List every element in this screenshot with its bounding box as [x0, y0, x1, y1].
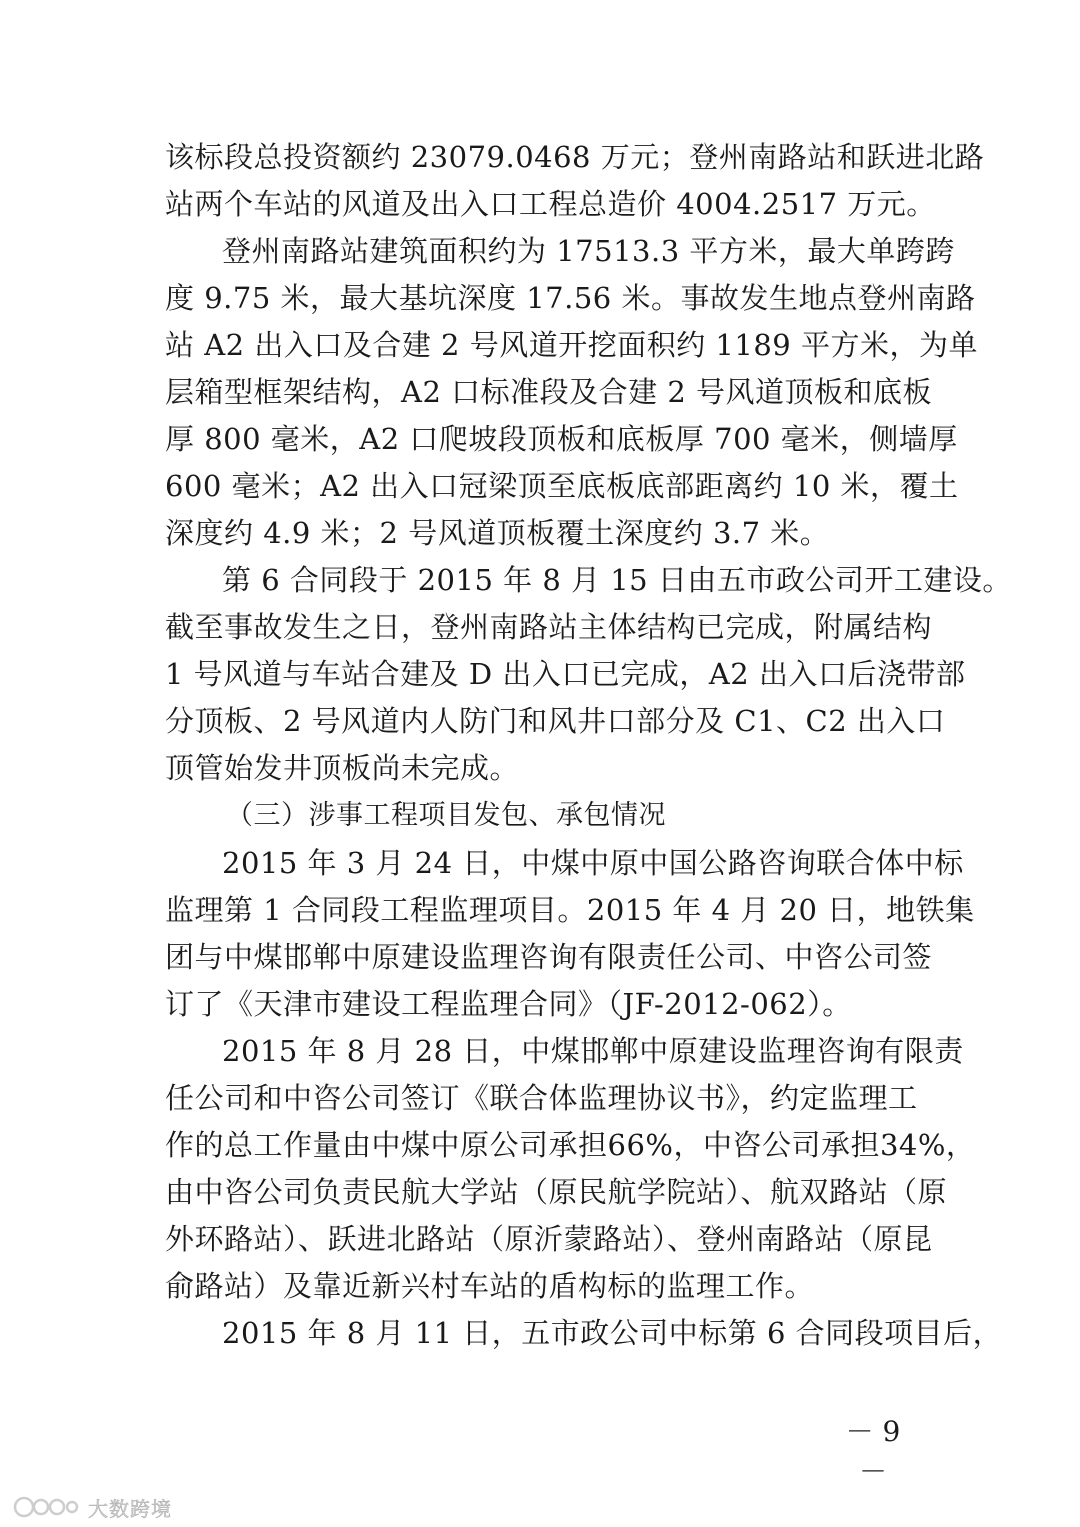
- text-line: 外环路站）、跃进北路站（原沂蒙路站）、登州南路站（原昆: [165, 1222, 933, 1256]
- section-heading: （三）涉事工程项目发包、承包情况: [226, 800, 666, 831]
- text-line: 层箱型框架结构，A2 口标准段及合建 2 号风道顶板和底板: [165, 375, 933, 409]
- watermark-logo-icon: [12, 1494, 82, 1520]
- text-line: 度 9.75 米，最大基坑深度 17.56 米。事故发生地点登州南路: [165, 281, 976, 315]
- text-line: 团与中煤邯郸中原建设监理咨询有限责任公司、中咨公司签: [165, 940, 933, 974]
- text-line: 分顶板、2 号风道内人防门和风井口部分及 C1、C2 出入口: [165, 704, 946, 738]
- text-line: 站 A2 出入口及合建 2 号风道开挖面积约 1189 平方米，为单: [165, 328, 978, 362]
- watermark-text: 大数跨境: [88, 1496, 172, 1521]
- watermark: [12, 1493, 172, 1521]
- text-line: 站两个车站的风道及出入口工程总造价 4004.2517 万元。: [165, 187, 936, 221]
- paragraph-start: 2015 年 8 月 11 日，五市政公司中标第 6 合同段项目后，: [222, 1316, 1003, 1350]
- text-line: 厚 800 毫米，A2 口爬坡段顶板和底板厚 700 毫米，侧墙厚: [165, 422, 958, 456]
- text-line: 作的总工作量由中煤中原公司承担66%，中咨公司承担34%，: [165, 1128, 976, 1162]
- page-number: － 9 －: [845, 1415, 901, 1488]
- text-line: 监理第 1 合同段工程监理项目。2015 年 4 月 20 日，地铁集: [165, 893, 975, 927]
- text-line: 截至事故发生之日，登州南路站主体结构已完成，附属结构: [165, 610, 933, 644]
- paragraph-start: 2015 年 3 月 24 日，中煤中原中国公路咨询联合体中标: [222, 846, 964, 880]
- text-line: 任公司和中咨公司签订《联合体监理协议书》，约定监理工: [165, 1081, 918, 1115]
- paragraph-start: 登州南路站建筑面积约为 17513.3 平方米，最大单跨跨: [222, 234, 955, 268]
- paragraph-start: 第 6 合同段于 2015 年 8 月 15 日由五市政公司开工建设。: [222, 563, 1012, 597]
- text-line: 1 号风道与车站合建及 D 出入口已完成，A2 出入口后浇带部: [165, 657, 966, 691]
- paragraph-start: 2015 年 8 月 28 日，中煤邯郸中原建设监理咨询有限责: [222, 1034, 964, 1068]
- text-line: 俞路站）及靠近新兴村车站的盾构标的监理工作。: [165, 1269, 815, 1303]
- text-line: 深度约 4.9 米；2 号风道顶板覆土深度约 3.7 米。: [165, 516, 830, 550]
- text-line: 顶管始发井顶板尚未完成。: [165, 751, 520, 785]
- text-line: 600 毫米；A2 出入口冠梁顶至底板底部距离约 10 米，覆土: [165, 469, 959, 503]
- text-line: 该标段总投资额约 23079.0468 万元；登州南路站和跃进北路: [165, 140, 985, 174]
- text-line: 订了《天津市建设工程监理合同》（JF-2012-062）。: [165, 987, 852, 1021]
- text-line: 由中咨公司负责民航大学站（原民航学院站）、航双路站（原: [165, 1175, 948, 1209]
